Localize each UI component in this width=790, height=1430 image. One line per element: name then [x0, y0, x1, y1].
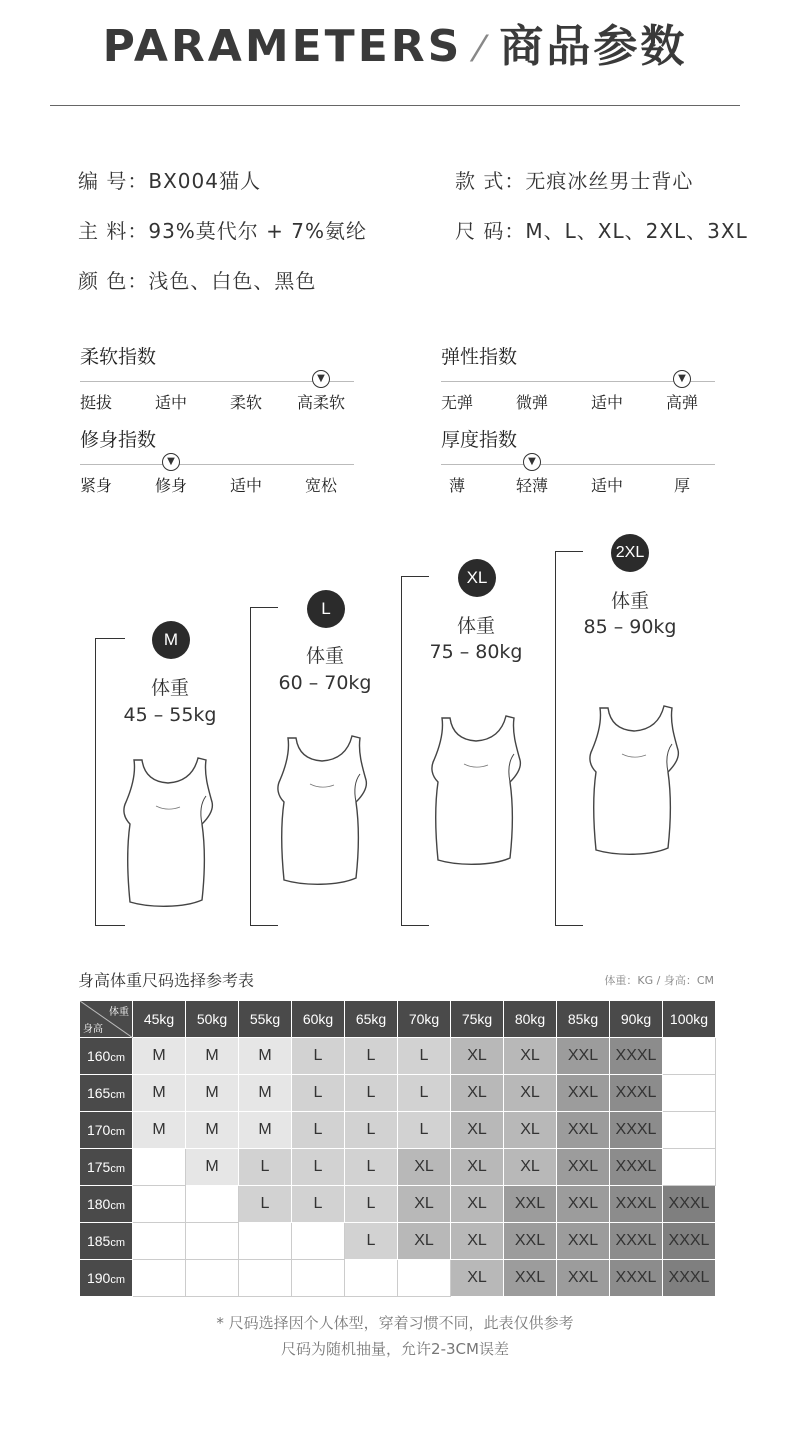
size-cell: XXL [557, 1075, 610, 1112]
title-cn: 商品参数 [499, 21, 688, 72]
param-colors: 颜 色：浅色、白色、黑色 [78, 269, 317, 293]
size-cell [292, 1260, 345, 1297]
param-material: 主 料：93%莫代尔 + 7%氨纶 [78, 219, 368, 243]
weight-column-header: 65kg [345, 1001, 398, 1038]
softness-selected-marker-icon: ▼ [312, 370, 330, 388]
size-cell [663, 1075, 716, 1112]
fit-scale-label: 适中 [229, 476, 262, 495]
height-value: 180 [86, 1196, 111, 1212]
height-row-header [80, 1112, 133, 1149]
corner-weight-label: 体重 [109, 1007, 129, 1018]
size-table-row [80, 1075, 716, 1112]
size-cell: L [345, 1112, 398, 1149]
weight-column-header: 50kg [186, 1001, 239, 1038]
size-cell: XXXL [610, 1186, 663, 1223]
size-cell: XL [504, 1112, 557, 1149]
weight-column-header: 80kg [504, 1001, 557, 1038]
thickness-title: 厚度指数 [441, 429, 518, 451]
size-cell: L [398, 1038, 451, 1075]
height-value: 185 [86, 1233, 111, 1249]
size-table-row [80, 1149, 716, 1186]
size-cell: L [239, 1186, 292, 1223]
softness-scale-label: 挺拔 [79, 393, 112, 412]
size-cell [663, 1112, 716, 1149]
size-weight-range-2xl: 85 – 90kg [583, 616, 677, 638]
header-divider [50, 105, 740, 106]
elasticity-scale-label: 微弹 [515, 393, 548, 412]
height-value: 190 [86, 1270, 111, 1286]
param-sizes: 尺 码：M、L、XL、2XL、3XL [455, 219, 748, 243]
size-cell: M [186, 1075, 239, 1112]
elasticity-scale-label: 适中 [590, 393, 623, 412]
size-cell: L [292, 1149, 345, 1186]
thickness-scale-label: 厚 [673, 476, 690, 495]
height-row-header [80, 1075, 133, 1112]
size-cell: XXL [557, 1149, 610, 1186]
size-cell: XL [451, 1223, 504, 1260]
height-value: 175 [86, 1159, 111, 1175]
size-table-row [80, 1186, 716, 1223]
size-cell [186, 1186, 239, 1223]
size-cell: XXXL [663, 1223, 716, 1260]
weight-column-header: 100kg [663, 1001, 716, 1038]
height-unit: cm [110, 1163, 126, 1175]
size-table-title: 身高体重尺码选择参考表 [78, 971, 255, 990]
size-weight-label-l: 体重 [305, 645, 344, 667]
size-cell: XXL [557, 1186, 610, 1223]
size-cell: XXXL [610, 1038, 663, 1075]
size-weight-range-l: 60 – 70kg [278, 672, 372, 694]
thickness-scale-label: 薄 [448, 476, 465, 495]
weight-column-header: 70kg [398, 1001, 451, 1038]
param-style: 款 式：无痕冰丝男士背心 [455, 169, 694, 193]
height-value: 160 [86, 1048, 111, 1064]
fit-scale-label: 修身 [154, 476, 187, 495]
size-badge-xl: XL [458, 559, 496, 597]
size-badge-2xl: 2XL [611, 534, 649, 572]
size-cell: XXXL [663, 1186, 716, 1223]
size-cell: XXL [504, 1223, 557, 1260]
thickness-scale-label: 适中 [590, 476, 623, 495]
softness-title: 柔软指数 [80, 346, 157, 368]
title-en: PARAMETERS [102, 21, 463, 72]
thickness-scale-line [441, 464, 715, 465]
height-unit: cm [110, 1126, 126, 1138]
height-row-header [80, 1038, 133, 1075]
size-cell: L [345, 1223, 398, 1260]
size-cell [398, 1260, 451, 1297]
tank-top-l-illustration [274, 730, 374, 890]
tank-top-xl-illustration [428, 710, 528, 870]
size-cell [186, 1223, 239, 1260]
size-cell: XXL [504, 1186, 557, 1223]
size-cell [663, 1149, 716, 1186]
size-cell: L [239, 1149, 292, 1186]
size-cell: XL [504, 1038, 557, 1075]
size-badge-l: L [307, 590, 345, 628]
size-cell: XL [451, 1075, 504, 1112]
size-cell: M [186, 1038, 239, 1075]
height-unit: cm [110, 1052, 126, 1064]
size-cell: XXXL [610, 1223, 663, 1260]
size-cell: L [345, 1038, 398, 1075]
size-cell: XXXL [610, 1112, 663, 1149]
size-table-unit-note: 体重：KG / 身高：CM [604, 974, 714, 987]
size-table-row [80, 1223, 716, 1260]
size-cell: XL [451, 1260, 504, 1297]
weight-column-header: 85kg [557, 1001, 610, 1038]
size-cell: L [345, 1075, 398, 1112]
height-unit: cm [110, 1274, 126, 1286]
size-cell [239, 1260, 292, 1297]
size-cell: XXL [557, 1260, 610, 1297]
size-cell [133, 1223, 186, 1260]
size-table [79, 1000, 716, 1297]
size-table-row [80, 1260, 716, 1297]
size-cell: XXXL [663, 1260, 716, 1297]
param-code: 编 号：BX004猫人 [78, 169, 261, 193]
size-cell [239, 1223, 292, 1260]
size-weight-range-m: 45 – 55kg [123, 704, 217, 726]
weight-column-header: 90kg [610, 1001, 663, 1038]
size-cell: L [292, 1112, 345, 1149]
fit-scale-line [80, 464, 354, 465]
size-cell: XXL [557, 1112, 610, 1149]
size-cell [345, 1260, 398, 1297]
size-cell: XL [451, 1038, 504, 1075]
size-cell: XL [504, 1149, 557, 1186]
size-cell: M [239, 1112, 292, 1149]
elasticity-scale-label: 高弹 [665, 393, 698, 412]
fit-scale-label: 紧身 [79, 476, 112, 495]
height-row-header [80, 1260, 133, 1297]
size-cell: L [292, 1038, 345, 1075]
size-cell: XL [398, 1186, 451, 1223]
size-cell: XXXL [610, 1260, 663, 1297]
size-cell: M [133, 1112, 186, 1149]
size-cell: M [133, 1038, 186, 1075]
size-cell: XL [451, 1149, 504, 1186]
size-cell [186, 1260, 239, 1297]
height-value: 170 [86, 1122, 111, 1138]
corner-height-label: 身高 [83, 1024, 103, 1035]
size-table-row [80, 1112, 716, 1149]
height-value: 165 [86, 1085, 111, 1101]
size-cell: M [239, 1075, 292, 1112]
height-row-header [80, 1149, 133, 1186]
size-cell [133, 1260, 186, 1297]
tank-top-2xl-illustration [586, 700, 686, 860]
size-cell: XXXL [610, 1149, 663, 1186]
size-weight-label-xl: 体重 [456, 615, 495, 637]
size-cell: XL [451, 1186, 504, 1223]
tank-top-m-illustration [120, 752, 220, 912]
thickness-scale-label: 轻薄 [515, 476, 548, 495]
height-row-header [80, 1223, 133, 1260]
size-cell [663, 1038, 716, 1075]
size-cell [133, 1149, 186, 1186]
page-title [0, 10, 790, 74]
elasticity-scale-label: 无弹 [440, 393, 473, 412]
size-cell: M [186, 1112, 239, 1149]
size-weight-label-2xl: 体重 [610, 590, 649, 612]
footnote-line-1: * 尺码选择因个人体型，穿着习惯不同，此表仅供参考 [216, 1314, 574, 1332]
size-cell: L [345, 1149, 398, 1186]
weight-column-header: 55kg [239, 1001, 292, 1038]
fit-scale-label: 宽松 [304, 476, 337, 495]
table-corner-cell [80, 1001, 133, 1038]
softness-scale-label: 适中 [154, 393, 187, 412]
height-unit: cm [110, 1089, 126, 1101]
size-cell: M [239, 1038, 292, 1075]
size-cell [133, 1186, 186, 1223]
thickness-selected-marker-icon: ▼ [523, 453, 541, 471]
size-cell: XL [398, 1149, 451, 1186]
size-cell: XL [398, 1223, 451, 1260]
size-cell: L [292, 1186, 345, 1223]
size-cell: XXL [504, 1260, 557, 1297]
size-cell: XXL [557, 1038, 610, 1075]
size-table-header-row [80, 1001, 716, 1038]
size-cell: L [398, 1075, 451, 1112]
title-separator: ⁄ [476, 29, 486, 70]
size-cell: L [292, 1075, 345, 1112]
size-cell: XXXL [610, 1075, 663, 1112]
size-cell: XL [504, 1075, 557, 1112]
size-table-row [80, 1038, 716, 1075]
size-cell: M [133, 1075, 186, 1112]
softness-scale-label: 高柔软 [296, 393, 345, 412]
size-cell: L [345, 1186, 398, 1223]
fit-selected-marker-icon: ▼ [162, 453, 180, 471]
size-cell [292, 1223, 345, 1260]
weight-column-header: 60kg [292, 1001, 345, 1038]
fit-title: 修身指数 [80, 429, 157, 451]
size-cell: M [186, 1149, 239, 1186]
size-cell: L [398, 1112, 451, 1149]
size-cell: XXL [557, 1223, 610, 1260]
softness-scale-label: 柔软 [229, 393, 262, 412]
weight-column-header: 75kg [451, 1001, 504, 1038]
height-unit: cm [110, 1237, 126, 1249]
weight-column-header: 45kg [133, 1001, 186, 1038]
size-cell: XL [451, 1112, 504, 1149]
footnote-line-2: 尺码为随机抽量，允许2-3CM误差 [281, 1340, 509, 1358]
size-weight-range-xl: 75 – 80kg [429, 641, 523, 663]
height-row-header [80, 1186, 133, 1223]
height-unit: cm [110, 1200, 126, 1212]
elasticity-selected-marker-icon: ▼ [673, 370, 691, 388]
size-badge-m: M [152, 621, 190, 659]
size-weight-label-m: 体重 [150, 677, 189, 699]
elasticity-title: 弹性指数 [441, 346, 518, 368]
